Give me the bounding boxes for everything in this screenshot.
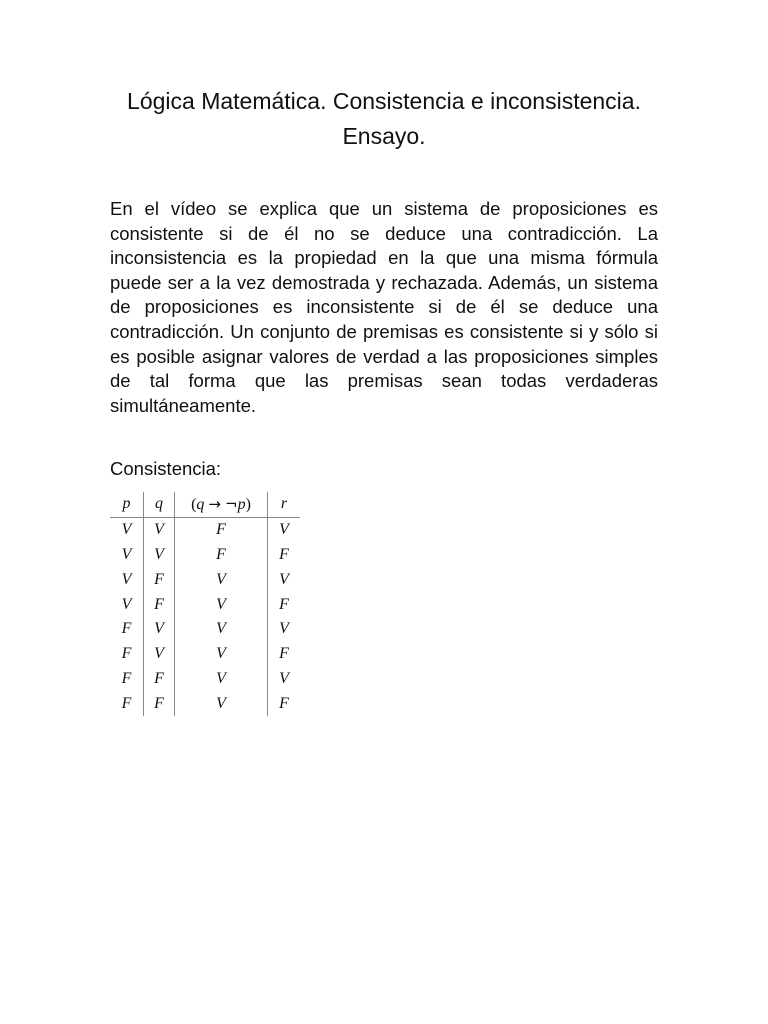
- body-paragraph: En el vídeo se explica que un sistema de proposiciones es consistente si de él no se deduce una contradicción. La inconsistencia es la propiedad en la que una misma fórmula puede ser a la vez demostrada y rechazada. Además, un sistema de proposiciones es inconsistente si de él se deduce una contradicción. Un conjunto de premisas es consistente si y sólo si es posible asignar valores de verdad a las proposiciones simples de tal forma que las premisas sean todas verdaderas simultáneamente.: [110, 198, 658, 416]
- cell-formula: V: [175, 642, 268, 667]
- formula-close-paren: ): [245, 495, 251, 513]
- formula-p: p: [237, 495, 246, 513]
- cell-p: F: [121, 694, 132, 712]
- table-row: [110, 667, 300, 692]
- header-r: r: [268, 492, 301, 517]
- cell-formula: V: [175, 667, 268, 692]
- cell-r: V: [268, 517, 301, 542]
- cell-q: F: [144, 567, 175, 592]
- formula-not: ¬: [225, 494, 238, 513]
- table-row: [110, 543, 300, 568]
- cell-r: V: [268, 667, 301, 692]
- cell-r: F: [268, 543, 301, 568]
- cell-p: V: [121, 595, 132, 613]
- table-row: [110, 592, 300, 617]
- cell-p: V: [121, 570, 132, 588]
- cell-r: V: [268, 567, 301, 592]
- cell-q: F: [144, 667, 175, 692]
- cell-formula: V: [175, 617, 268, 642]
- table-row: [110, 642, 300, 667]
- table-row: [110, 517, 300, 542]
- cell-p: F: [121, 669, 132, 687]
- cell-formula: F: [175, 517, 268, 542]
- truth-table-body: [110, 517, 300, 716]
- cell-q: F: [144, 691, 175, 716]
- truth-table: [110, 492, 300, 716]
- cell-r: V: [268, 617, 301, 642]
- section-label-consistencia: Consistencia:: [110, 458, 222, 479]
- cell-p: V: [121, 545, 132, 563]
- cell-formula: V: [175, 691, 268, 716]
- table-row: [110, 691, 300, 716]
- cell-formula: V: [175, 567, 268, 592]
- title-line-1: Lógica Matemática. Consistencia e inconsistencia.: [127, 88, 641, 114]
- title-line-2: Ensayo.: [342, 123, 426, 149]
- formula-open-paren: (: [191, 495, 197, 513]
- formula-arrow: →: [208, 494, 221, 513]
- header-q: q: [144, 492, 175, 517]
- cell-r: F: [268, 642, 301, 667]
- cell-p: F: [121, 645, 132, 663]
- cell-r: F: [268, 691, 301, 716]
- header-formula: [175, 492, 268, 517]
- cell-formula: F: [175, 543, 268, 568]
- cell-q: V: [144, 543, 175, 568]
- cell-q: V: [144, 517, 175, 542]
- formula-q: q: [196, 495, 205, 513]
- cell-q: V: [144, 642, 175, 667]
- header-p: p: [110, 492, 144, 517]
- cell-q: V: [144, 617, 175, 642]
- cell-formula: V: [175, 592, 268, 617]
- document-title: [0, 84, 768, 154]
- table-row: [110, 567, 300, 592]
- cell-r: F: [268, 592, 301, 617]
- cell-q: F: [144, 592, 175, 617]
- cell-p: V: [121, 521, 132, 539]
- truth-table-header-row: [110, 492, 300, 517]
- cell-p: F: [121, 620, 132, 638]
- table-row: [110, 617, 300, 642]
